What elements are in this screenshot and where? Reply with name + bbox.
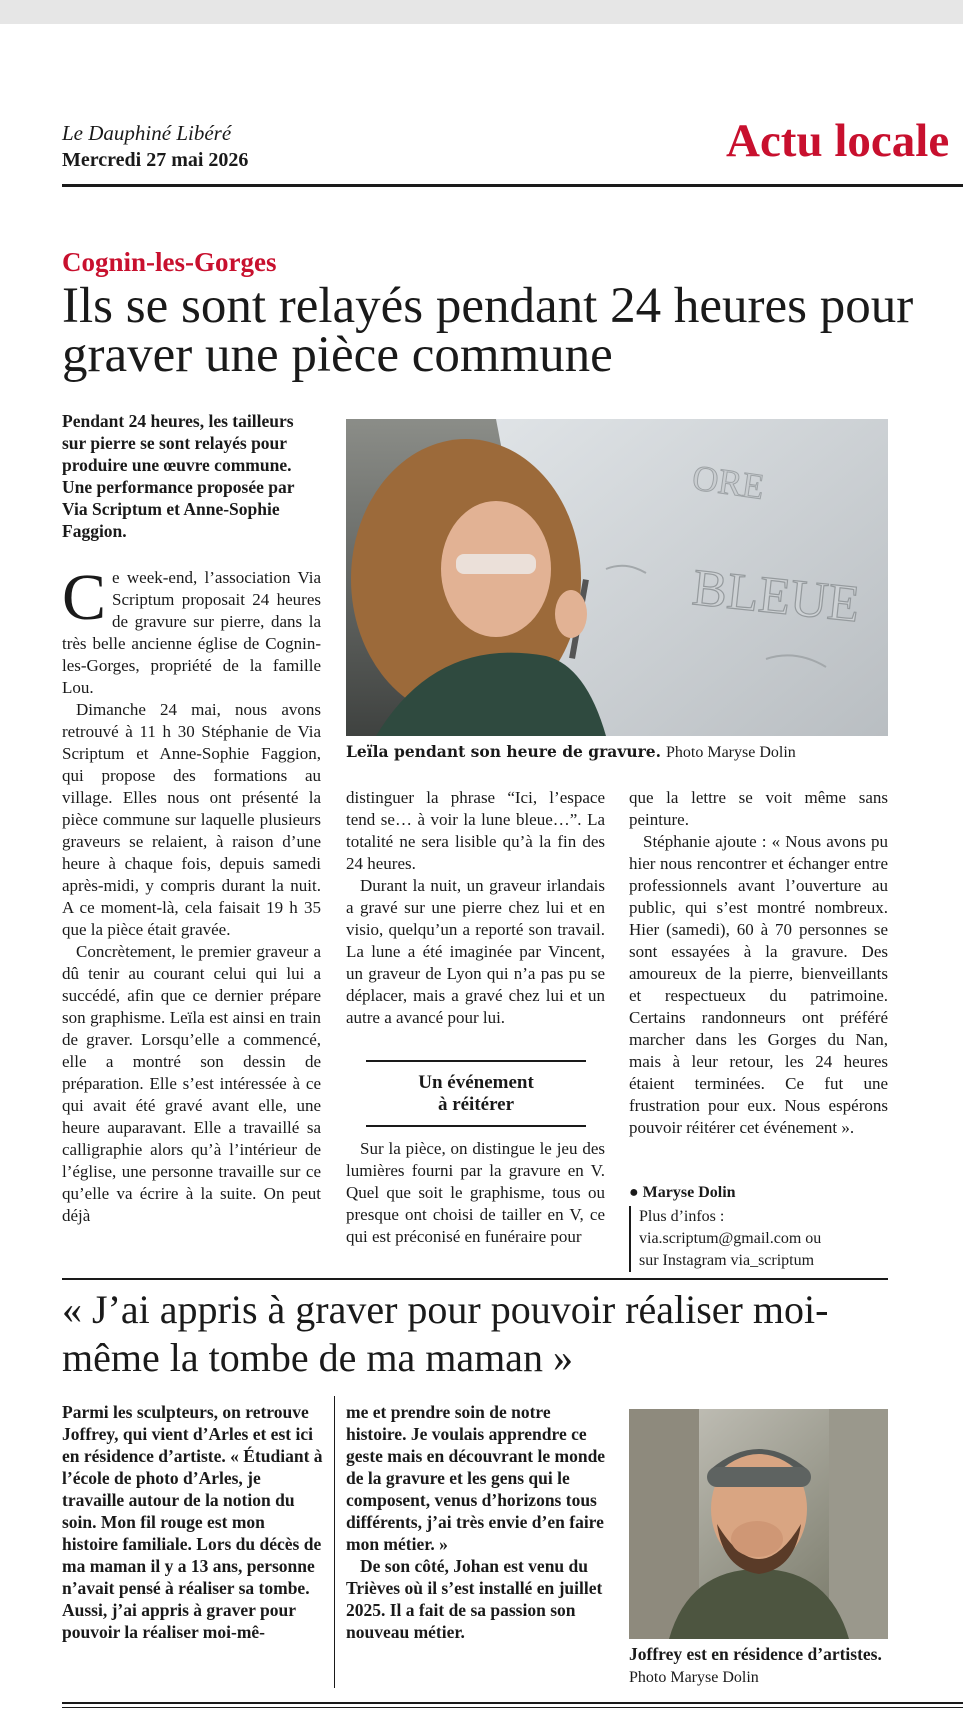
photo-caption bbox=[346, 742, 906, 762]
paragraph: me et prendre soin de notre histoire. Je voulais apprendre ce geste mais en découvrant le monde de la gravure et les gens qui le composent, venus d’horizons tous différents, j’ai très envie d’en faire mon métier. » bbox=[346, 1402, 606, 1554]
drop-cap: C bbox=[62, 561, 107, 634]
paragraph: Stéphanie ajoute : « Nous avons pu hier nous rencontrer et échanger entre professionnels avant l’ouverture au public, qui s’est montré nombreux. Hier (samedi), 60 à 70 personnes se sont essayées à la gravure. Des amoureux de la pierre, bienveillants et respectueux du patrimoine. Certains randonneurs ont préféré marcher dans les Gorges du Nan, mais à leur retour, les 24 heures étaient terminées. Ce fut une frustration pour eux. Nous espérons pouvoir réitérer cet événement ». bbox=[629, 832, 888, 1137]
article-headline: Ils se sont relayés pendant 24 heures pour graver une pièce commune bbox=[62, 278, 914, 383]
article-column-3 bbox=[629, 787, 888, 1139]
engraved-word-bleue: BLEUE bbox=[689, 559, 863, 634]
section-title: Actu locale bbox=[726, 115, 950, 167]
article-lede: Pendant 24 heures, les tailleurs sur pierre se sont relayés pour produire une œuvre commune. Une performance proposée par Via Scriptum et Anne-Sophie Faggion. bbox=[62, 411, 295, 541]
engraved-word-ore: ORE bbox=[689, 457, 767, 507]
second-article-column-1 bbox=[62, 1401, 324, 1643]
portrait-credit: Photo Maryse Dolin bbox=[629, 1669, 759, 1686]
footer-rule-thin bbox=[62, 1707, 963, 1708]
paragraph: De son côté, Johan est venu du Trièves où il s’est installé en juillet 2025. Il a fait de sa passion son nouveau métier. bbox=[346, 1556, 603, 1642]
portrait-caption bbox=[629, 1643, 899, 1689]
bullet-icon: ● bbox=[629, 1184, 639, 1201]
second-article-column-2 bbox=[346, 1401, 608, 1643]
more-info: Plus d’infos : via.scriptum@gmail.com ou sur Instagram via_scriptum bbox=[629, 1206, 829, 1272]
byline bbox=[629, 1184, 736, 1202]
paragraph: Concrètement, le premier graveur a dû tenir au courant celui qui lui a succédé, afin que ce dernier prépare son graphisme. Leïla est ainsi en train de graver. Lorsqu’elle a commencé, elle a montré son dessin de préparation. Elle s’est intéressée à ce qui avait été gravé avant elle, une heure auparavant. Elle a travaillé sa calligraphie alors qu’à l’intérieur de l’église, une personne travaille sur ce qu’elle va écrire à la suite. On peut déjà bbox=[62, 942, 321, 1225]
top-gray-bar bbox=[0, 0, 963, 24]
paragraph: que la lettre se voit même sans peinture. bbox=[629, 788, 888, 829]
subheading-line-1: Un événement bbox=[418, 1072, 534, 1093]
paragraph: Sur la pièce, on distingue le jeu des lumières fourni par la gravure en V. Quel que soit le graphisme, tous ou presque ont choisi de tailler en V, ce qui est préconisé en funéraire pour bbox=[346, 1139, 605, 1246]
photo-credit: Photo Maryse Dolin bbox=[666, 744, 796, 761]
paragraph: Dimanche 24 mai, nous avons retrouvé à 11 h 30 Stéphanie de Via Scriptum et Anne-Sophie Faggion, qui propose des formations au village. Elles nous ont présenté la pièce commune sur laquelle plusieurs graveurs se relaient, à raison d’une heure à chaque fois, depuis samedi après-midi, y compris durant la nuit. A ce moment-là, cela faisait 19 h 35 que la pièce était gravée. bbox=[62, 700, 321, 939]
subheading-line-2: à réitérer bbox=[437, 1094, 515, 1115]
portrait-caption-text: Joffrey est en résidence d’artistes. bbox=[629, 1644, 882, 1664]
article-column-1 bbox=[62, 561, 321, 1227]
photo-caption-text: Leïla pendant son heure de gravure. bbox=[346, 742, 662, 761]
issue-date: Mercredi 27 mai 2026 bbox=[62, 149, 249, 171]
footer-rule bbox=[62, 1702, 963, 1704]
paragraph: Parmi les sculpteurs, on retrouve Joffrey, qui vient d’Arles et est ici en résidence d’artiste. « Étudiant à l’école de photo d’Arles, je travaille autour de la notion du soin. Mon fil rouge est mon histoire familiale. Lors du décès de ma maman il y a 13 ans, personne n’avait pensé à réaliser sa tombe. Aussi, j’ai appris à graver pour pouvoir la réaliser moi-mê- bbox=[62, 1402, 323, 1642]
masthead-rule bbox=[62, 184, 963, 187]
subheading bbox=[366, 1060, 586, 1127]
second-headline: « J’ai appris à graver pour pouvoir réaliser moi-même la tombe de ma maman » bbox=[62, 1287, 829, 1380]
paragraph: Durant la nuit, un graveur irlandais a gravé sur une pierre chez lui et en visio, quelqu’un a reporté son travail. La lune a été imaginée par Vincent, un graveur de Lyon qui n’a pas pu se déplacer, mais a gravé chez lui et un autre a avancé pour lui. bbox=[346, 876, 605, 1027]
author-name: Maryse Dolin bbox=[642, 1184, 736, 1201]
article-separator bbox=[62, 1278, 888, 1280]
paragraph: e week-end, l’association Via Scriptum proposait 24 heures de gravure sur pierre, dans la très belle ancienne église de Cognin-les-Gorges, propriété de la famille Lou. bbox=[62, 568, 321, 697]
paragraph: distinguer la phrase “Ici, l’espace tend se… à voir la lune bleue…”. La totalité ne sera lisible qu’à la fin des 24 heures. bbox=[346, 788, 605, 873]
portrait-photo bbox=[629, 1409, 888, 1639]
column-divider bbox=[334, 1396, 335, 1688]
subheading-rule-bottom bbox=[366, 1125, 586, 1127]
paper-name: Le Dauphiné Libéré bbox=[62, 121, 232, 145]
article-kicker: Cognin-les-Gorges bbox=[62, 247, 277, 277]
article-column-2-continued bbox=[346, 1138, 605, 1248]
article-column-2 bbox=[346, 787, 605, 1029]
engraving-photo bbox=[346, 419, 888, 736]
